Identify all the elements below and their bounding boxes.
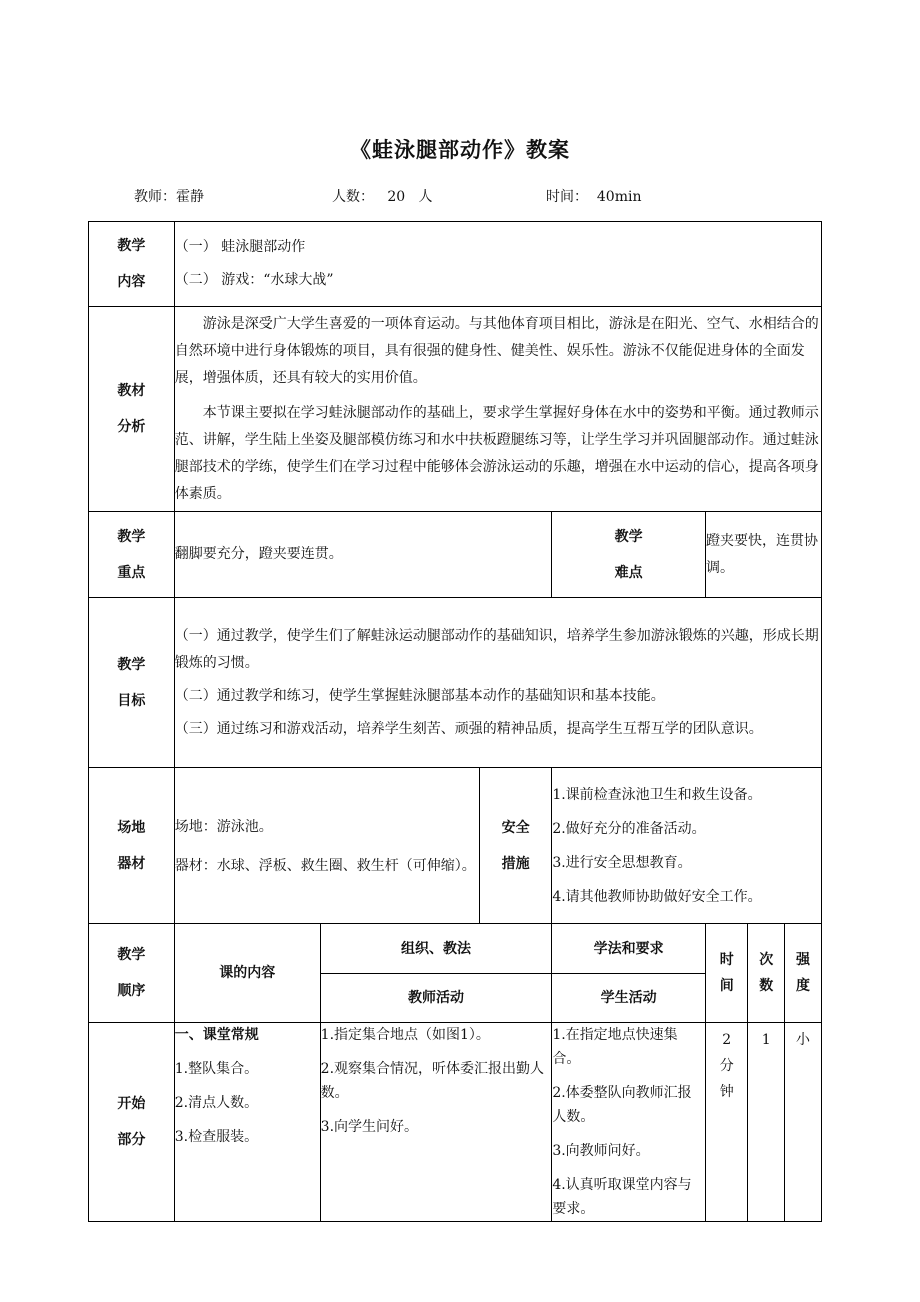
content-label: 教学 内容 — [89, 222, 175, 307]
start-content-item: 3.检查服装。 — [174, 1129, 259, 1145]
venue-row — [89, 768, 822, 924]
key-label: 教学 重点 — [89, 512, 175, 598]
content-item: （一） 蛙泳腿部动作 — [174, 239, 306, 255]
teacher-activity-header: 教师活动 — [320, 974, 552, 1023]
teacher-activity-item: 3.向学生问好。 — [320, 1119, 419, 1135]
goals-row — [89, 598, 822, 768]
analysis-row — [89, 307, 822, 512]
start-section-row — [89, 1023, 822, 1222]
intensity-header: 强 度 — [785, 924, 822, 1023]
content-header: 课的内容 — [174, 924, 320, 1023]
safety-item: 2.做好充分的准备活动。 — [552, 820, 706, 837]
teacher-name: 教师：霍静 — [134, 189, 204, 205]
key-points-row — [89, 512, 822, 598]
analysis-paragraph: 本节课主要拟在学习蛙泳腿部动作的基础上，要求学生掌握好身体在水中的姿势和平衡。通过教师示范、讲解，学生陆上坐姿及腿部模仿练习和水中扶板蹬腿练习等，让学生学习并巩固腿部动作。通过蛙泳腿部技术的学练，使学生们在学习过程中能够体会游泳运动的乐趣，增强在水中运动的信心，提高各项身体素质。 — [174, 404, 819, 502]
student-activity-item: 3.向教师问好。 — [552, 1143, 650, 1159]
teacher-activity-item: 1.指定集合地点（如图1）。 — [320, 1027, 490, 1043]
analysis-paragraph: 游泳是深受广大学生喜爱的一项体育运动。与其他体育项目相比，游泳是在阳光、空气、水相结合的自然环境中进行身体锻炼的项目，具有很强的健身性、健美性、娱乐性。游泳不仅能促进身体的全面发展，增强体质，还具有较大的实用价值。 — [174, 315, 819, 386]
start-content — [174, 1023, 320, 1222]
student-activity-item: 4.认真听取课堂内容与要求。 — [552, 1177, 692, 1217]
start-teacher-activity — [320, 1023, 552, 1222]
start-heading: 一、课堂常规 — [174, 1027, 259, 1043]
time-header: 时 间 — [706, 924, 748, 1023]
lesson-plan-table — [88, 221, 822, 1222]
order-header: 教学 顺序 — [89, 924, 175, 1023]
safety-list — [552, 768, 822, 924]
start-label: 开始 部分 — [89, 1023, 175, 1222]
goal-item: （二）通过教学和练习，使学生掌握蛙泳腿部基本动作的基础知识和基本技能。 — [174, 687, 665, 704]
analysis-text — [174, 307, 821, 512]
content-item: （二） 游戏：“水球大战” — [174, 272, 334, 288]
student-activity-item: 2.体委整队向教师汇报人数。 — [552, 1085, 692, 1125]
student-activity-header: 学生活动 — [552, 974, 706, 1023]
start-student-activity — [552, 1023, 706, 1222]
start-intensity: 小 — [785, 1023, 822, 1222]
analysis-label: 教材 分析 — [89, 307, 175, 512]
goals-label: 教学 目标 — [89, 598, 175, 768]
venue-equipment: 器材：水球、浮板、救生圈、救生杆（可伸缩）。 — [174, 858, 476, 874]
teacher-activity-item: 2.观察集合情况，听体委汇报出勤人数。 — [320, 1061, 545, 1101]
start-time: 2 分 钟 — [706, 1023, 748, 1222]
safety-item: 3.进行安全思想教育。 — [552, 854, 692, 871]
difficulty-label: 教学 难点 — [552, 512, 706, 598]
safety-item: 1.课前检查泳池卫生和救生设备。 — [552, 786, 762, 803]
schedule-header-row — [89, 924, 822, 974]
organization-header: 组织、教法 — [320, 924, 552, 974]
method-header: 学法和要求 — [552, 924, 706, 974]
venue-label: 场地 器材 — [89, 768, 175, 924]
goals-list — [174, 598, 821, 768]
content-items — [174, 222, 821, 307]
goal-item: （三）通过练习和游戏活动，培养学生刻苦、顽强的精神品质，提高学生互帮互学的团队意识。 — [174, 720, 763, 737]
reps-header: 次 数 — [748, 924, 785, 1023]
start-reps: 1 — [748, 1023, 785, 1222]
venue-place: 场地：游泳池。 — [174, 819, 273, 835]
difficulty-text: 蹬夹要快，连贯协调。 — [706, 512, 822, 598]
venue-text — [174, 768, 479, 924]
goal-item: （一）通过教学，使学生们了解蛙泳运动腿部动作的基础知识，培养学生参加游泳锻炼的兴趣，形成长期锻炼的习惯。 — [174, 627, 819, 671]
content-row — [89, 222, 822, 307]
start-content-item: 2.清点人数。 — [174, 1095, 259, 1111]
lesson-time: 时间： 40min — [546, 189, 642, 205]
student-activity-item: 1.在指定地点快速集合。 — [552, 1027, 678, 1067]
student-count: 人数： 20 人 — [332, 189, 433, 205]
page-title: 《蛙泳腿部动作》教案 — [350, 137, 570, 162]
safety-label: 安全 措施 — [479, 768, 551, 924]
safety-item: 4.请其他教师协助做好安全工作。 — [552, 888, 762, 905]
key-text: 翻脚要充分，蹬夹要连贯。 — [174, 512, 552, 598]
start-content-item: 1.整队集合。 — [174, 1061, 259, 1077]
